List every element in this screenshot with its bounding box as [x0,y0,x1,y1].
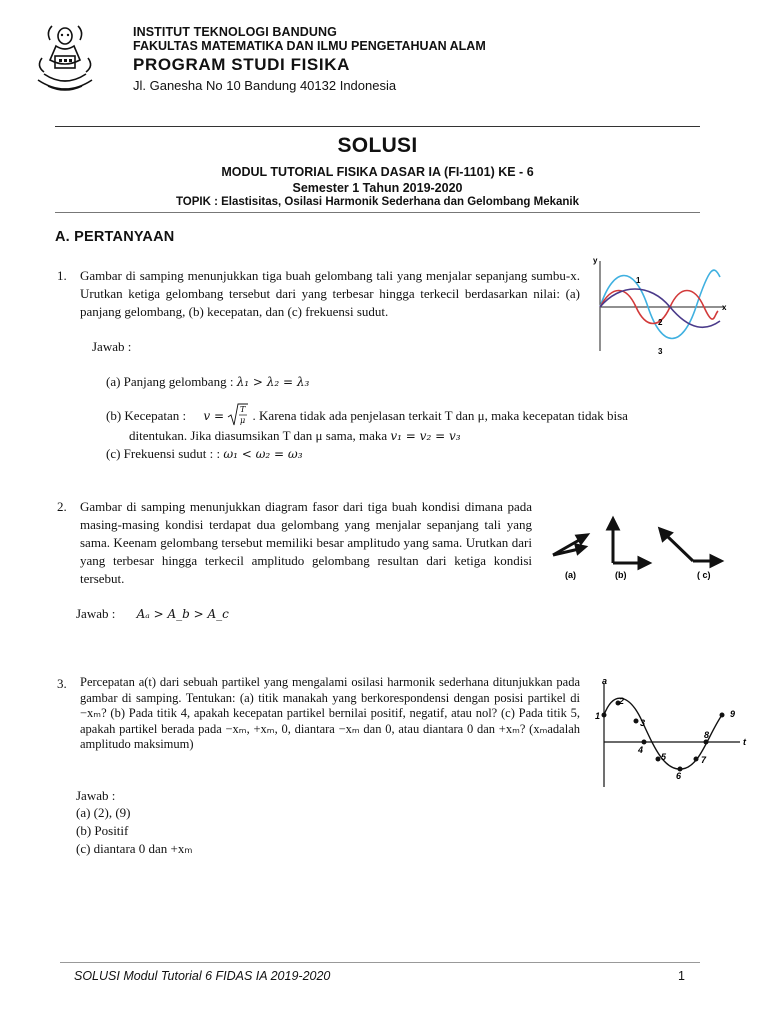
q3-fig-p8: 8 [704,730,710,740]
q3-fig-p9: 9 [730,709,736,719]
q1-text: Gambar di samping menunjukkan tiga buah gelombang tali yang menjalar sepanjang sumbu-x. Urutkan ketiga gelombang tersebut dari yang terbesar hingga terkecil berdasarkan nilai: (a) panjang gelombang, (b) kecepatan, dan (c) frekuensi sudut. [80,268,580,319]
q2-phasor-figure [545,515,725,583]
q1-fig-y-label: y [593,256,598,265]
q3-fig-p3: 3 [640,718,646,728]
q3-fig-axis-a: a [602,676,608,686]
q1-fig-label-3: 3 [658,347,663,355]
q3-fig-p6: 6 [676,771,682,781]
title-divider [55,212,700,213]
q1-b-math-v: v = [203,408,225,423]
q2-answer-math: Aₐ > A_b > A_c [136,607,229,621]
q3-answer-c: (c) diantara 0 dan +xₘ [76,841,193,856]
q2-fig-label-c: ( c) [697,570,711,580]
semester: Semester 1 Tahun 2019-2020 [292,181,463,195]
svg-text:μ: μ [240,416,246,425]
q2-answer-label: Jawab : [76,606,116,621]
q1-wave-figure [590,255,730,355]
q2-fig-label-a: (a) [565,570,576,580]
section-heading: A. PERTANYAAN [55,229,175,245]
q3-answer-a: (a) (2), (9) [76,805,131,820]
page-number: 1 [678,969,685,983]
q3-text: Percepatan a(t) dari sebuah partikel yang mengalami osilasi harmonik sederhana ditunjukkan pada gambar di samping. Tentukan: (a) titik manakah yang berkorespondensi dengan posisi partikel di −xₘ? (b) Pada titik 4, apakah kecepatan partikel bernilai positif, negatif, atau nol? (c) Pada titik 5, apakah partikel berada pada −xₘ, +xₘ, 0, diantara −xₘ dan 0, atau diantara 0 dan +xₘ? (xₘadalah amplitudo maksimum) [80,675,580,751]
q2-fig-label-b: (b) [615,570,627,580]
institute-name: INSTITUT TEKNOLOGI BANDUNG [133,25,337,39]
q3-acceleration-figure [590,675,755,790]
q1-answer-a [106,374,309,390]
q1-c-label: (c) Frekuensi sudut : : [106,446,221,461]
q1-number: 1. [57,268,67,283]
q1-c-math: ω₁ < ω₂ = ω₃ [223,447,303,461]
q3-fig-p5: 5 [661,752,667,762]
q1-answer-b-cont [129,428,461,444]
q1-b-label: (b) Kecepatan : [106,407,187,423]
q2-answer [76,606,229,622]
q3-fig-axis-t: t [743,737,746,747]
q1-fig-x-label: x [722,303,727,312]
topic: TOPIK : Elastisitas, Osilasi Harmonik Sederhana dan Gelombang Mekanik [175,196,580,208]
q1-fig-label-1: 1 [636,276,641,285]
q1-b-cont-math: v₁ = v₂ = v₃ [390,429,461,443]
q2-number: 2. [57,499,67,514]
q2-text: Gambar di samping menunjukkan diagram fasor dari tiga buah kondisi dimana pada masing-masing kondisi terdapat dua gelombang yang menjalar sepanjang tali yang sama. Keenam gelombang tersebut memiliki besar amplitudo yang sama. Urutkan dari yang terbesar hingga terkecil amplitudo gelombang resultan dari ketiga kondisi tersebut. [80,499,532,586]
q3-fig-p7: 7 [701,755,707,765]
q3-answer-b: (b) Positif [76,823,129,838]
header-divider [55,126,700,127]
q1-b-cont: ditentukan. Jika diasumsikan T dan μ sama, maka [129,428,388,443]
program-name: PROGRAM STUDI FISIKA [133,55,350,74]
faculty-name: FAKULTAS MATEMATIKA DAN ILMU PENGETAHUAN ALAM [133,39,486,53]
address: Jl. Ganesha No 10 Bandung 40132 Indonesia [133,78,397,93]
q1-a-math: λ₁ > λ₂ = λ₃ [236,375,310,389]
module-title: MODUL TUTORIAL FISIKA DASAR IA (FI-1101) KE - 6 [221,165,534,179]
footer-divider [60,962,700,963]
q1-answer-c [106,446,303,462]
q1-fig-label-2: 2 [658,318,663,327]
q3-number: 3. [57,676,67,691]
q3-answer-label: Jawab : [76,788,116,803]
q1-b-rest: . Karena tidak ada penjelasan terkait T dan μ, maka kecepatan tidak bisa [252,407,628,423]
doc-title: SOLUSI [337,134,418,157]
itb-logo [30,22,100,94]
q1-answer-label: Jawab : [92,339,132,354]
q1-a-label: (a) Panjang gelombang : [106,374,234,389]
q3-fig-p1: 1 [595,711,601,721]
q3-fig-p2: 2 [619,696,625,706]
footer-text: SOLUSI Modul Tutorial 6 FIDAS IA 2019-2020 [74,969,331,983]
svg-text:T: T [240,405,246,414]
q3-fig-p4: 4 [638,745,644,755]
